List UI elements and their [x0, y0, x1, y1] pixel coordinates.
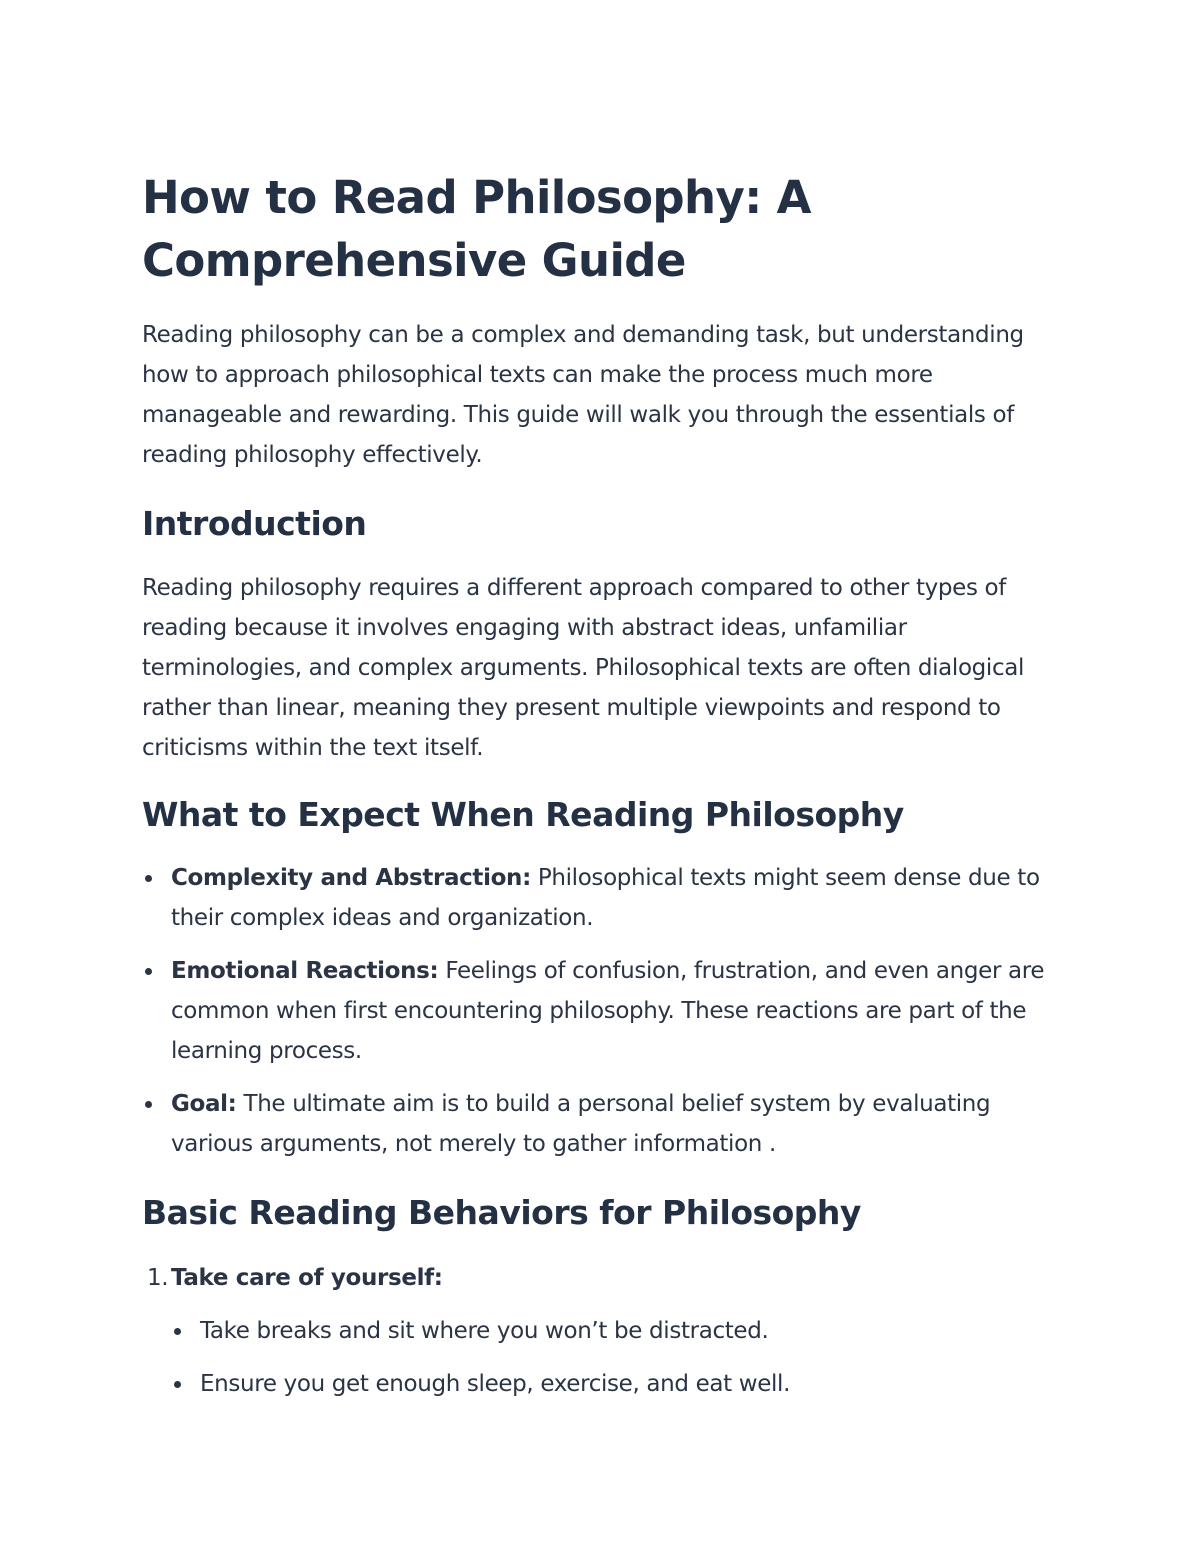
bullet-icon [145, 1101, 152, 1108]
numbered-item [142, 1258, 1062, 1404]
sub-list-item-text: Ensure you get enough sleep, exercise, and eat well. [200, 1371, 791, 1397]
section-heading-introduction: Introduction [142, 504, 367, 543]
section-heading-basic-behaviors: Basic Reading Behaviors for Philosophy [142, 1193, 861, 1232]
list-item-text: The ultimate aim is to build a personal belief system by evaluating various arguments, not merely to gather information . [171, 1091, 991, 1157]
list-item-term: Goal: [171, 1091, 237, 1117]
list-item [142, 951, 1062, 1071]
intro-paragraph: Reading philosophy can be a complex and demanding task, but understanding how to approach philosophical texts can make the process much more manageable and rewarding. This guide will walk you through the essentials of reading philosophy effectively. [142, 322, 1024, 468]
bullet-icon [174, 1328, 181, 1335]
sub-list-item-text: Take breaks and sit where you won’t be distracted. [200, 1318, 769, 1344]
bullet-icon [174, 1381, 181, 1388]
sub-list-item [171, 1311, 1062, 1351]
list-item [142, 1084, 1062, 1164]
bullet-icon [145, 875, 152, 882]
basic-behaviors-list [142, 1258, 1062, 1404]
document-page [142, 166, 1062, 1417]
section-heading-expect: What to Expect When Reading Philosophy [142, 795, 904, 834]
bullet-icon [145, 968, 152, 975]
numbered-item-title: Take care of yourself: [171, 1265, 443, 1291]
list-item [142, 858, 1062, 938]
introduction-paragraph: Reading philosophy requires a different approach compared to other types of reading because it involves engaging with abstract ideas, unfamiliar terminologies, and complex arguments. Philosophical texts are often dialogical rather than linear, meaning they present multiple viewpoints and respond to criticisms within the text itself. [142, 575, 1025, 761]
list-item-term: Emotional Reactions: [171, 958, 439, 984]
list-item-text: Feelings of confusion, frustration, and even anger are common when first encountering philosophy. These reactions are part of the learning process. [171, 958, 1045, 1064]
sub-list [171, 1311, 1062, 1404]
page-title: How to Read Philosophy: A Comprehensive Guide [142, 171, 811, 287]
expect-list [142, 858, 1062, 1164]
sub-list-item [171, 1364, 1062, 1404]
list-number: 1. [147, 1265, 169, 1291]
list-item-term: Complexity and Abstraction: [171, 865, 531, 891]
list-item-text: Philosophical texts might seem dense due to their complex ideas and organization. [171, 865, 1040, 931]
